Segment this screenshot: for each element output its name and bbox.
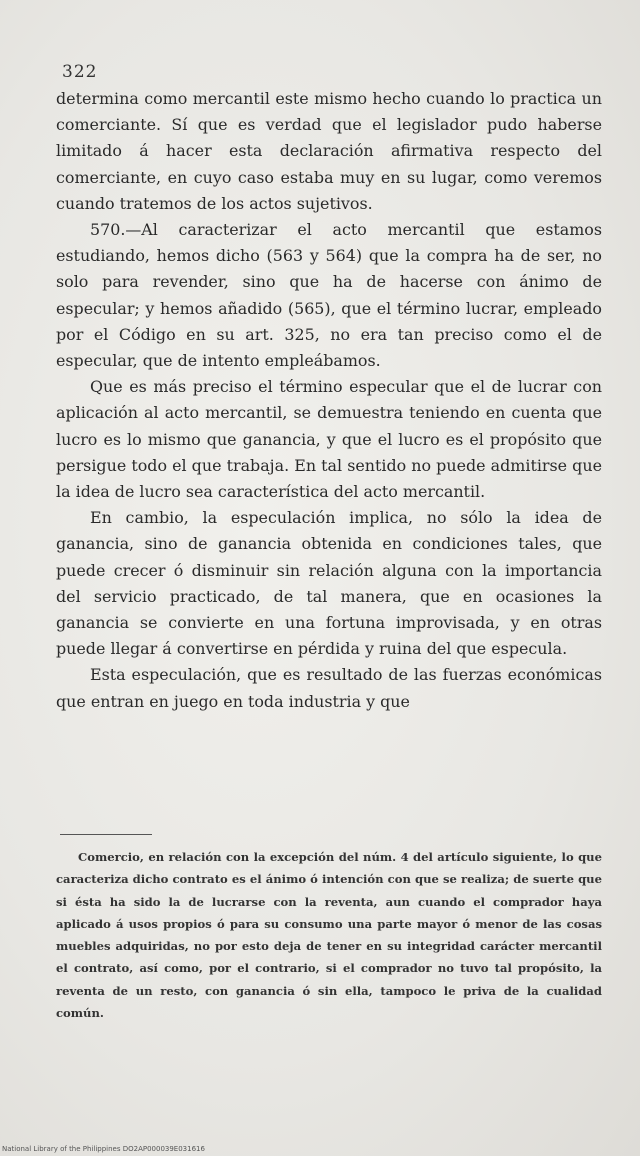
footnote-text: Comercio, en relación con la excepción del núm. 4 del artículo siguiente, lo que caracteriza dicho contrato es el ánimo ó intención con que se realiza; de suerte que si ésta ha sido la de lucrarse con la reventa, aun cuando el comprador haya aplicado á usos propios ó para su consumo una parte mayor ó menor de las cosas muebles adquiridas, no por esto deja de tener en su integridad carácter mercantil el contrato, así como, por el contrario, si el comprador no tuvo tal propósito, la reventa de un resto, con ganancia ó sin ella, tampoco le priva de la cualidad común. xyxy=(56,850,602,1021)
paragraph-570: 570.—Al caracterizar el acto mercantil que estamos estudiando, hemos dicho (563 y 564) que la compra ha de ser, no solo para revender, sino que ha de hacerse con ánimo de especular; y hemos añadido (565), que el término lucrar, empleado por el Código en su art. 325, no era tan preciso como el de especular, que de intento empleábamos. xyxy=(56,220,602,371)
main-text xyxy=(56,86,602,715)
footnote xyxy=(56,846,602,1024)
paragraph-lucrar: Que es más preciso el término especular que el de lucrar con aplicación al acto mercantil, se demuestra teniendo en cuenta que lucro es lo mismo que ganancia, y que el lucro es el propósito que persigue todo el que trabaja. En tal sentido no puede admitirse que la idea de lucro sea característica del acto mercantil. xyxy=(56,377,602,502)
page-number: 322 xyxy=(62,62,98,82)
paragraph-fuerzas-economicas: Esta especulación, que es resultado de las fuerzas económicas que entran en juego en toda industria y que xyxy=(56,665,602,711)
paragraph-especulacion: En cambio, la especulación implica, no sólo la idea de ganancia, sino de ganancia obtenida en condiciones tales, que puede crecer ó disminuir sin relación alguna con la importancia del servicio practicado, de tal manera, que en ocasiones la ganancia se convierte en una fortuna improvisada, y en otras puede llegar á convertirse en pérdida y ruina del que especula. xyxy=(56,508,602,659)
library-imprint: National Library of the Philippines DO2AP000039E031616 xyxy=(2,1145,205,1153)
footnote-divider xyxy=(60,834,152,835)
paragraph-continuation: determina como mercantil este mismo hecho cuando lo practica un comerciante. Sí que es verdad que el legislador pudo haberse limitado á hacer esta declaración afirmativa respecto del comerciante, en cuyo caso estaba muy en su lugar, como veremos cuando tratemos de los actos sujetivos. xyxy=(56,89,602,213)
